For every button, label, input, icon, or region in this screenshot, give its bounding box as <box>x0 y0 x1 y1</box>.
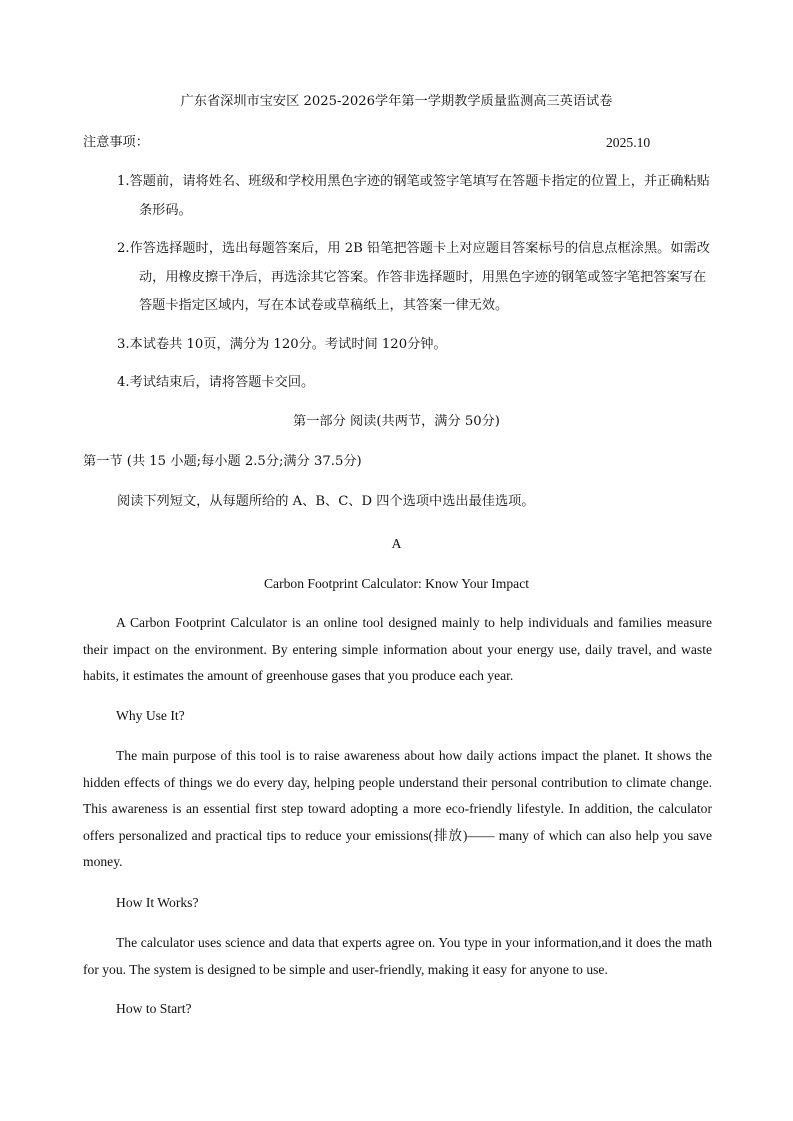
subheading-start: How to Start? <box>116 1001 192 1016</box>
passage-label: A <box>391 536 402 551</box>
passage-why-paragraph: The main purpose of this tool is to raise awareness about how daily actions impact the planet. It shows the hidden effects of things we do every day, helping people understand their personal contribution to climate change. This awareness is an essential first step toward adopting a more eco-friendly lifestyle. In addition, the calculator offers personalized and practical tips to reduce your emissions(排放)—— many of which can also help you save money. <box>83 748 712 870</box>
exam-date: 2025.10 <box>606 135 651 150</box>
instruction-item: 4.考试结束后，请将答题卡交回。 <box>117 375 315 390</box>
passage-how-paragraph: The calculator uses science and data that experts agree on. You type in your information,and it does the math for you. The system is designed to be simple and user-friendly, making it easy for anyone to use. <box>83 935 712 977</box>
instructions-list <box>117 168 712 398</box>
notice-label: 注意事项： <box>83 135 149 150</box>
passage-title: Carbon Footprint Calculator: Know Your Impact <box>263 576 530 591</box>
instruction-item: 1.答题前，请将姓名、班级和学校用黑色字迹的钢笔或签字笔填写在答题卡指定的位置上，并正确粘贴条形码。 <box>117 174 710 218</box>
reading-directions: 阅读下列短文，从每题所给的 A、B、C、D 四个选项中选出最佳选项。 <box>117 494 535 509</box>
subheading-why: Why Use It? <box>116 708 185 723</box>
passage-intro-paragraph: A Carbon Footprint Calculator is an online tool designed mainly to help individuals and families measure their impact on the environment. By entering simple information about your energy use, daily travel, and waste habits, it estimates the amount of greenhouse gases that you produce each year. <box>83 615 712 684</box>
exam-title: 广东省深圳市宝安区 2025-2026学年第一学期教学质量监测高三英语试卷 <box>180 94 613 109</box>
subheading-how: How It Works? <box>116 895 199 910</box>
instruction-item: 3.本试卷共 10页，满分为 120分。考试时间 120分钟。 <box>117 336 447 352</box>
section-one-heading: 第一节 (共 15 小题;每小题 2.5分;满分 37.5分) <box>83 454 362 469</box>
part-one-heading: 第一部分 阅读(共两节，满分 50分) <box>293 414 500 429</box>
instruction-item: 2.作答选择题时，选出每题答案后，用 2B 铅笔把答题卡上对应题目答案标号的信息点框涂黑。如需改动，用橡皮擦干净后，再选涂其它答案。作答非选择题时，用黑色字迹的钢笔或签字笔把答案写在答题卡指定区域内，写在本试卷或草稿纸上，其答案一律无效。 <box>117 241 710 313</box>
